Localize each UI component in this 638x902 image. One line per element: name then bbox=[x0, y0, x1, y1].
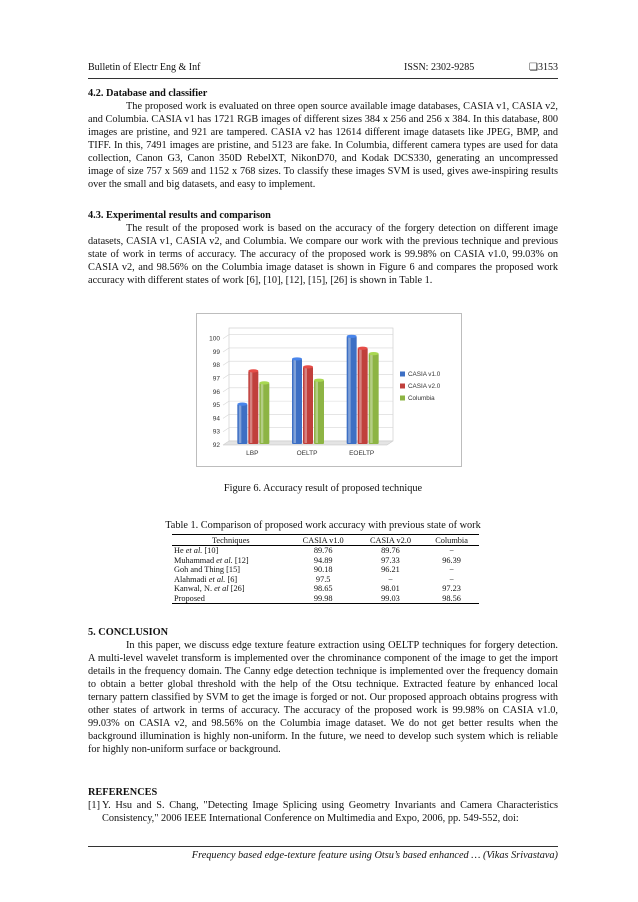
column-header: CASIA v1.0 bbox=[290, 535, 357, 546]
section-paragraph: The proposed work is evaluated on three open source available image databases, CASIA v1, CASIA v2, and Columbia. CASIA v1 has 1721 RGB images of different sizes 384 x 256 and 256 x 384. In this database, 800 images are pristine, and 921 are tampered. CASIA v2 has 12614 different image datasets like JPEG, BMP, and TIFF. In this, 7491 images are pristine, and 5123 are fake. In Columbia, different camera types are used for data collection, Canon G3, Canon 350D RebelXT, NikonD70, and Kodak DCS330, generating an uncompressed image of size 757 x 569 and 1152 x 768 sizes. To classify these images SVM is used, gives awe-inspiring results over the small and big datasets, and easy to implement. bbox=[88, 101, 558, 190]
bar bbox=[237, 404, 247, 444]
table-cell: Kanwal, N. et al [26] bbox=[174, 584, 245, 593]
gridline-depth bbox=[223, 388, 229, 392]
column-header: Techniques bbox=[172, 535, 290, 546]
table-cell: Goh and Thing [15] bbox=[174, 565, 240, 574]
table-row bbox=[172, 546, 479, 556]
running-header bbox=[88, 62, 558, 79]
section-conclusion bbox=[88, 626, 558, 756]
y-tick-label: 96 bbox=[212, 388, 220, 396]
section-heading: 4.2. Database and classifier bbox=[88, 88, 208, 99]
bar-highlight bbox=[370, 355, 373, 443]
table-row bbox=[172, 584, 479, 594]
section-heading: REFERENCES bbox=[88, 787, 158, 798]
column-header: CASIA v2.0 bbox=[357, 535, 424, 546]
section-references bbox=[88, 786, 558, 825]
table-cell: 90.18 bbox=[313, 565, 333, 574]
gridline-depth bbox=[223, 428, 229, 432]
journal-name: Bulletin of Electr Eng & Inf bbox=[88, 62, 201, 73]
section-4-3 bbox=[88, 209, 558, 287]
reference-item bbox=[88, 799, 558, 825]
page-number: ❏3153 bbox=[529, 62, 558, 73]
gridline-depth bbox=[223, 375, 229, 379]
issn: ISSN: 2302-9285 bbox=[404, 62, 475, 73]
bar-highlight bbox=[348, 337, 351, 443]
section-heading: 5. CONCLUSION bbox=[88, 627, 169, 638]
section-paragraph: The result of the proposed work is based on the accuracy of the forgery detection on different image datasets, CASIA v1, CASIA v2, and Columbia. We compare our work with the previous technique and previous state of work in terms of accuracy. The accuracy of the proposed work is 99.98% on CASIA v1.0, 99.03% on CASIA v2, and 98.56% on the Columbia image dataset is shown in Figure 6 and compares the proposed work accuracy with different states of work [6], [10], [12], [15], [26] is shown in Table 1. bbox=[88, 223, 558, 286]
table-cell: Muhammad et al. [12] bbox=[174, 555, 249, 565]
bar-top bbox=[237, 403, 247, 406]
legend-label: CASIA v1.0 bbox=[408, 371, 441, 378]
x-tick-label: EOELTP bbox=[349, 450, 375, 457]
table-cell: 97.23 bbox=[442, 584, 461, 593]
table-caption: Table 1. Comparison of proposed work accuracy with previous state of work bbox=[165, 520, 481, 531]
gridline-depth bbox=[223, 348, 229, 352]
bar-top bbox=[369, 352, 379, 355]
table-cell: 94.89 bbox=[313, 555, 333, 565]
table-header-row bbox=[172, 535, 479, 546]
gridline-depth bbox=[223, 414, 229, 418]
table-cell: He et al. [10] bbox=[174, 546, 219, 555]
table-cell: Proposed bbox=[172, 594, 290, 604]
figure-caption: Figure 6. Accuracy result of proposed technique bbox=[223, 483, 423, 494]
legend-swatch bbox=[400, 372, 405, 377]
bar-top bbox=[347, 335, 357, 338]
table-cell: − bbox=[449, 574, 454, 584]
bar-highlight bbox=[359, 349, 362, 443]
bar-top bbox=[303, 365, 313, 368]
accuracy-chart bbox=[196, 313, 462, 467]
bar bbox=[248, 371, 258, 444]
bar-highlight bbox=[305, 368, 308, 443]
table-row bbox=[172, 594, 479, 604]
section-4-2 bbox=[88, 87, 558, 191]
table-cell: 99.03 bbox=[357, 594, 424, 604]
y-tick-label: 92 bbox=[212, 442, 220, 449]
table-cell: − bbox=[449, 546, 454, 555]
table-cell: − bbox=[449, 565, 454, 574]
legend-swatch bbox=[400, 396, 405, 401]
table-cell: 98.01 bbox=[381, 584, 400, 593]
table-cell: 98.56 bbox=[424, 594, 479, 604]
table-row bbox=[172, 575, 479, 585]
table-cell: 96.21 bbox=[381, 565, 400, 574]
running-footer: Frequency based edge-texture feature using Otsu’s based enhanced … (Vikas Srivastava) bbox=[88, 846, 558, 861]
y-tick-label: 94 bbox=[212, 415, 220, 423]
bar-top bbox=[248, 369, 258, 372]
section-heading: 4.3. Experimental results and comparison bbox=[88, 210, 271, 221]
table-cell: 96.39 bbox=[442, 555, 461, 565]
table-cell: 89.76 bbox=[381, 546, 400, 555]
reference-text: Y. Hsu and S. Chang, "Detecting Image Splicing using Geometry Invariants and Camera Characteristics Consistency," 2006 IEEE International Conference on Multimedia and Expo, 2006, pp. 549-552, doi: bbox=[102, 800, 558, 824]
bar-top bbox=[314, 379, 324, 382]
y-tick-label: 100 bbox=[209, 335, 220, 343]
table-cell: 97.33 bbox=[381, 555, 400, 565]
chart-svg bbox=[197, 314, 461, 466]
bar-highlight bbox=[250, 372, 253, 443]
bar-top bbox=[358, 347, 368, 350]
table-cell: 89.76 bbox=[313, 546, 333, 555]
gridline-depth bbox=[223, 401, 229, 405]
table-row bbox=[172, 565, 479, 575]
legend-label: Columbia bbox=[408, 395, 435, 402]
bar-top bbox=[292, 357, 302, 360]
table-cell: − bbox=[388, 574, 393, 584]
bar-highlight bbox=[316, 381, 319, 443]
y-tick-label: 98 bbox=[212, 362, 220, 370]
x-tick-label: LBP bbox=[246, 450, 259, 457]
section-paragraph: In this paper, we discuss edge texture feature extraction using OELTP techniques for forgery detection. A multi-level wavelet transform is implemented over the chrominance component of the image to get the import details in the frequency domain. The Canny edge detection technique is implemented over the frequency domain to obtain a better global threshold with the help of the Otsu technique. Extracted feature by enhanced local ternary pattern classified by SVM to get the image is forged or not. Our proposed approach obtains progress with other states of artwork in terms of accuracy. The accuracy of the proposed work is 99.98% on CASIA v1.0, 99.03% on CASIA v2, and 98.56% on the Columbia image dataset. We do not get better results when the background illumination is highly non-uniform. In the future, we need to develop such system which is reliable for highly non-uniform surface or background. bbox=[88, 640, 558, 755]
y-tick-label: 95 bbox=[212, 402, 220, 410]
gridline-depth bbox=[223, 335, 229, 339]
table-cell: 99.98 bbox=[290, 594, 357, 604]
bar-top bbox=[259, 381, 269, 384]
bar-highlight bbox=[294, 360, 297, 443]
comparison-table bbox=[172, 534, 479, 604]
y-tick-label: 93 bbox=[212, 428, 220, 436]
table-cell: 98.65 bbox=[313, 584, 333, 593]
table-row bbox=[172, 556, 479, 566]
bar-highlight bbox=[261, 384, 263, 443]
legend-label: CASIA v2.0 bbox=[408, 383, 441, 390]
x-tick-label: OELTP bbox=[296, 450, 318, 457]
y-tick-label: 99 bbox=[212, 348, 220, 356]
column-header: Columbia bbox=[424, 535, 479, 546]
table-cell: 97.5 bbox=[315, 574, 331, 584]
gridline-depth bbox=[223, 361, 229, 365]
legend-swatch bbox=[400, 384, 405, 389]
reference-number: [1] bbox=[88, 800, 101, 811]
table-cell: Alahmadi et al. [6] bbox=[174, 574, 238, 584]
y-tick-label: 97 bbox=[212, 375, 220, 383]
bar-highlight bbox=[239, 405, 242, 443]
